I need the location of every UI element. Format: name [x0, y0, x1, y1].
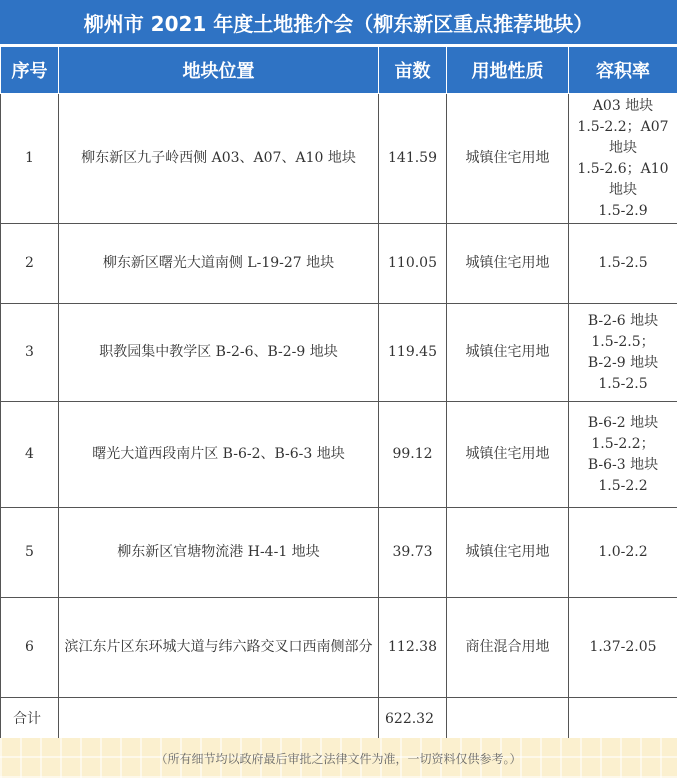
- cell-index: 5: [1, 508, 59, 598]
- cell-area: 110.05: [379, 224, 447, 304]
- cell-location: 柳东新区官塘物流港 H-4-1 地块: [59, 508, 379, 598]
- plot-ratio-line: B-2-6 地块: [587, 312, 659, 329]
- plot-ratio-line: 1.0-2.2: [598, 544, 648, 560]
- land-table: [0, 46, 677, 742]
- plot-ratio-line: B-2-9 地块: [587, 354, 659, 371]
- plot-ratio-line: 1.5-2.2；: [591, 435, 655, 452]
- table-row: [1, 598, 677, 698]
- cell-area: 112.38: [379, 598, 447, 698]
- total-row: [1, 698, 677, 742]
- total-label: 合计: [1, 698, 59, 742]
- table-row: [1, 402, 677, 508]
- plot-ratio-line: A03 地块: [592, 97, 654, 114]
- cell-plot-ratio: [569, 508, 677, 598]
- table-row: [1, 224, 677, 304]
- plot-ratio-line: 地块: [609, 139, 637, 156]
- plot-ratio-line: 地块: [609, 181, 637, 198]
- cell-land-use: 城镇住宅用地: [447, 402, 569, 508]
- page-title: 柳州市 2021 年度土地推介会（柳东新区重点推荐地块）: [0, 0, 677, 46]
- disclaimer-footer: （所有细节均以政府最后审批之法律文件为准，一切资料仅供参考。）: [0, 738, 677, 778]
- cell-location: 柳东新区九子岭西侧 A03、A07、A10 地块: [59, 94, 379, 224]
- cell-index: 1: [1, 94, 59, 224]
- header-location: 地块位置: [59, 47, 379, 94]
- cell-index: 4: [1, 402, 59, 508]
- plot-ratio-line: 1.5-2.2: [598, 477, 648, 494]
- plot-ratio-line: 1.5-2.5: [598, 255, 648, 271]
- plot-ratio-line: 1.37-2.05: [589, 639, 657, 655]
- cell-area: 99.12: [379, 402, 447, 508]
- plot-ratio-line: 1.5-2.5；: [591, 333, 655, 350]
- cell-plot-ratio: [569, 224, 677, 304]
- cell-area: 119.45: [379, 304, 447, 402]
- cell-location: 柳东新区曙光大道南侧 L-19-27 地块: [59, 224, 379, 304]
- header-land-use: 用地性质: [447, 47, 569, 94]
- table-row: [1, 304, 677, 402]
- plot-ratio-line: 1.5-2.6；A10: [577, 160, 669, 177]
- table-row: [1, 94, 677, 224]
- cell-location: 滨江东片区东环城大道与纬六路交叉口西南侧部分: [59, 598, 379, 698]
- cell-plot-ratio: [569, 598, 677, 698]
- header-plot-ratio: 容积率: [569, 47, 677, 94]
- cell-plot-ratio: [569, 402, 677, 508]
- cell-land-use: 城镇住宅用地: [447, 94, 569, 224]
- total-empty-cell: [447, 698, 569, 742]
- plot-ratio-line: 1.5-2.9: [598, 202, 648, 219]
- header-index: 序号: [1, 47, 59, 94]
- cell-plot-ratio: [569, 304, 677, 402]
- plot-ratio-line: 1.5-2.2；A07: [577, 118, 669, 135]
- cell-area: 141.59: [379, 94, 447, 224]
- cell-land-use: 城镇住宅用地: [447, 304, 569, 402]
- cell-land-use: 城镇住宅用地: [447, 224, 569, 304]
- cell-land-use: 城镇住宅用地: [447, 508, 569, 598]
- total-empty-cell: [569, 698, 677, 742]
- cell-index: 3: [1, 304, 59, 402]
- plot-ratio-line: B-6-2 地块: [587, 414, 659, 431]
- total-empty-cell: [59, 698, 379, 742]
- header-area: 亩数: [379, 47, 447, 94]
- cell-index: 6: [1, 598, 59, 698]
- total-area: 622.32: [379, 698, 447, 742]
- cell-index: 2: [1, 224, 59, 304]
- cell-location: 职教园集中教学区 B-2-6、B-2-9 地块: [59, 304, 379, 402]
- plot-ratio-line: B-6-3 地块: [587, 456, 659, 473]
- cell-land-use: 商住混合用地: [447, 598, 569, 698]
- plot-ratio-line: 1.5-2.5: [598, 375, 648, 392]
- cell-plot-ratio: [569, 94, 677, 224]
- header-row: [1, 47, 677, 94]
- table-row: [1, 508, 677, 598]
- cell-area: 39.73: [379, 508, 447, 598]
- cell-location: 曙光大道西段南片区 B-6-2、B-6-3 地块: [59, 402, 379, 508]
